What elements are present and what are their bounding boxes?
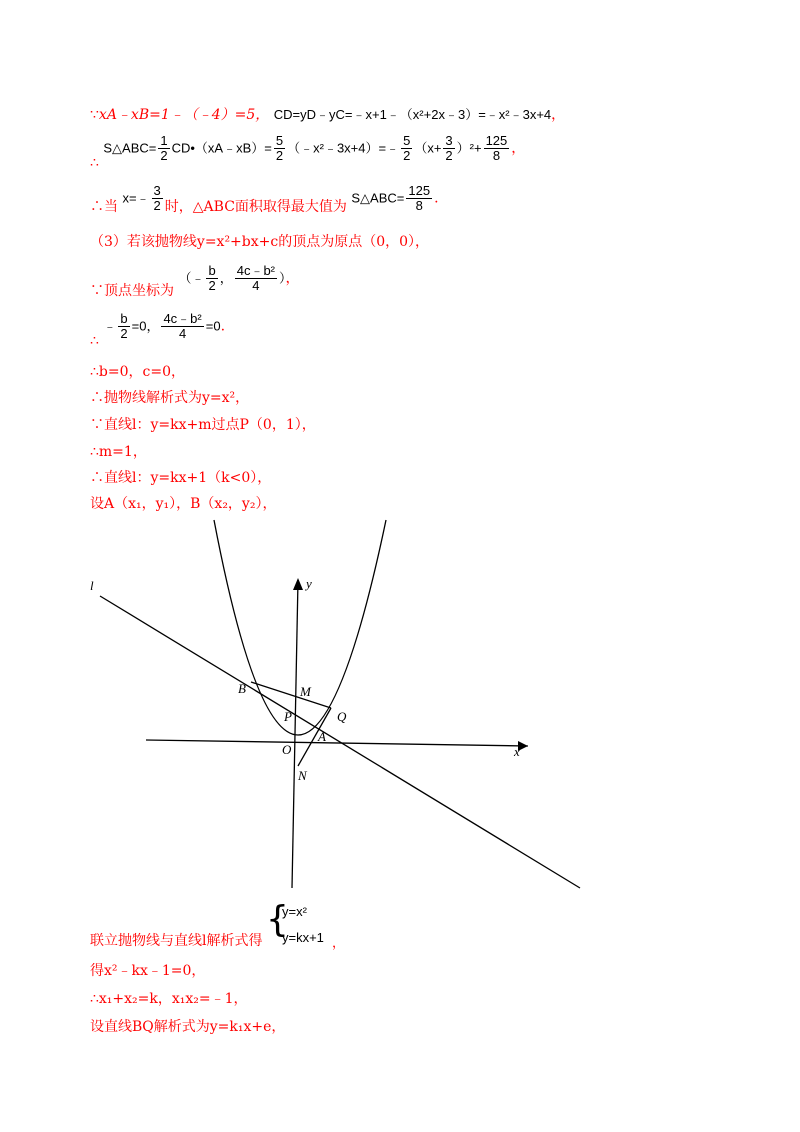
line-15: ∴x₁+x₂=k，x₁x₂=﹣1， — [90, 991, 248, 1007]
label-N: N — [298, 768, 307, 783]
line-14: 得x²﹣kx﹣1=0， — [90, 963, 206, 979]
label-A: A — [318, 729, 326, 744]
line-8: ∴抛物线解析式为y=x²， — [90, 390, 250, 406]
label-Q: Q — [337, 709, 347, 724]
xa-minus-xb: xA﹣xB=1﹣（﹣4）=5， — [98, 107, 270, 123]
fraction: $\frac{125}{8}$ — [485, 133, 508, 163]
line-5: ∵顶点坐标为 （﹣ $\frac{b}{2}$ ， $\frac{\text{4c﹣b²}}{4}$ ）， — [90, 263, 300, 299]
fraction: $\frac{3}{2}$ — [153, 183, 161, 213]
fraction: $\frac{b}{2}$ — [208, 263, 216, 293]
fraction: $\frac{\text{4c﹣b²}}{4}$ — [163, 311, 202, 341]
line-13: 联立抛物线与直线l解析式得 — [90, 933, 263, 949]
line-12: 设A（x₁，y₁），B（x₂，y₂）， — [90, 496, 277, 512]
label-y: y — [306, 576, 312, 591]
line-2: ∴ S△ABC= $\frac{1}{2}$ CD•（xA﹣xB）= $\frac{5}{2}$ （﹣x²﹣3x+4）=﹣ $\frac{5}{2}$ （x+ $\frac{3}{2}$ ）²+ $\frac{125}{8}$ ， — [90, 133, 526, 171]
line-16: 设直线BQ解析式为y=k₁x+e， — [90, 1019, 286, 1035]
y-axis-arrow — [293, 578, 303, 590]
parabola — [214, 520, 386, 735]
line-6: ∴ ﹣ $\frac{b}{2}$ =0， $\frac{\text{4c﹣b²}}{4}$ =0. — [90, 311, 226, 349]
line-10: ∴m=1， — [90, 444, 147, 460]
fraction: $\frac{3}{2}$ — [445, 133, 453, 163]
segment-NQ — [298, 708, 331, 766]
fraction: $\frac{\text{4c﹣b²}}{4}$ — [236, 263, 276, 293]
label-M: M — [300, 684, 311, 699]
line-11: ∴直线l：y=kx+1（k<0）， — [90, 470, 272, 486]
label-B: B — [238, 681, 246, 696]
fraction: $\frac{b}{2}$ — [120, 311, 128, 341]
fraction: $\frac{5}{2}$ — [275, 133, 284, 163]
cd-expression: CD=yD﹣yC=﹣x+1﹣（x²+2x﹣3）=﹣x²﹣3x+4 — [273, 107, 552, 122]
label-O: O — [282, 742, 292, 757]
fraction: $\frac{5}{2}$ — [403, 133, 411, 163]
line-3: ∴当 x=﹣ $\frac{3}{2}$ 时，△ABC面积取得最大值为 S△ABC= $\frac{125}{8}$ . — [90, 183, 439, 215]
line-9: ∵直线l：y=kx+m过点P（0，1）， — [90, 417, 316, 433]
label-P: P — [284, 709, 292, 724]
line-1: ∵xA﹣xB=1﹣（﹣4）=5， CD=yD﹣yC=﹣x+1﹣（x²+2x﹣3）=﹣x²﹣3x+4， — [90, 107, 566, 123]
line-7: ∴b=0，c=0， — [90, 364, 185, 380]
label-x: x — [514, 744, 520, 759]
fraction: $\frac{1}{2}$ — [160, 133, 168, 163]
system-brace: { — [266, 899, 289, 940]
fraction: $\frac{125}{8}$ — [408, 183, 431, 213]
label-l: l — [90, 578, 94, 593]
line-l — [100, 596, 580, 888]
parabola-line-figure — [0, 510, 800, 900]
line-4: （3）若该抛物线y=x²+bx+c的顶点为原点（0，0）， — [90, 234, 430, 250]
